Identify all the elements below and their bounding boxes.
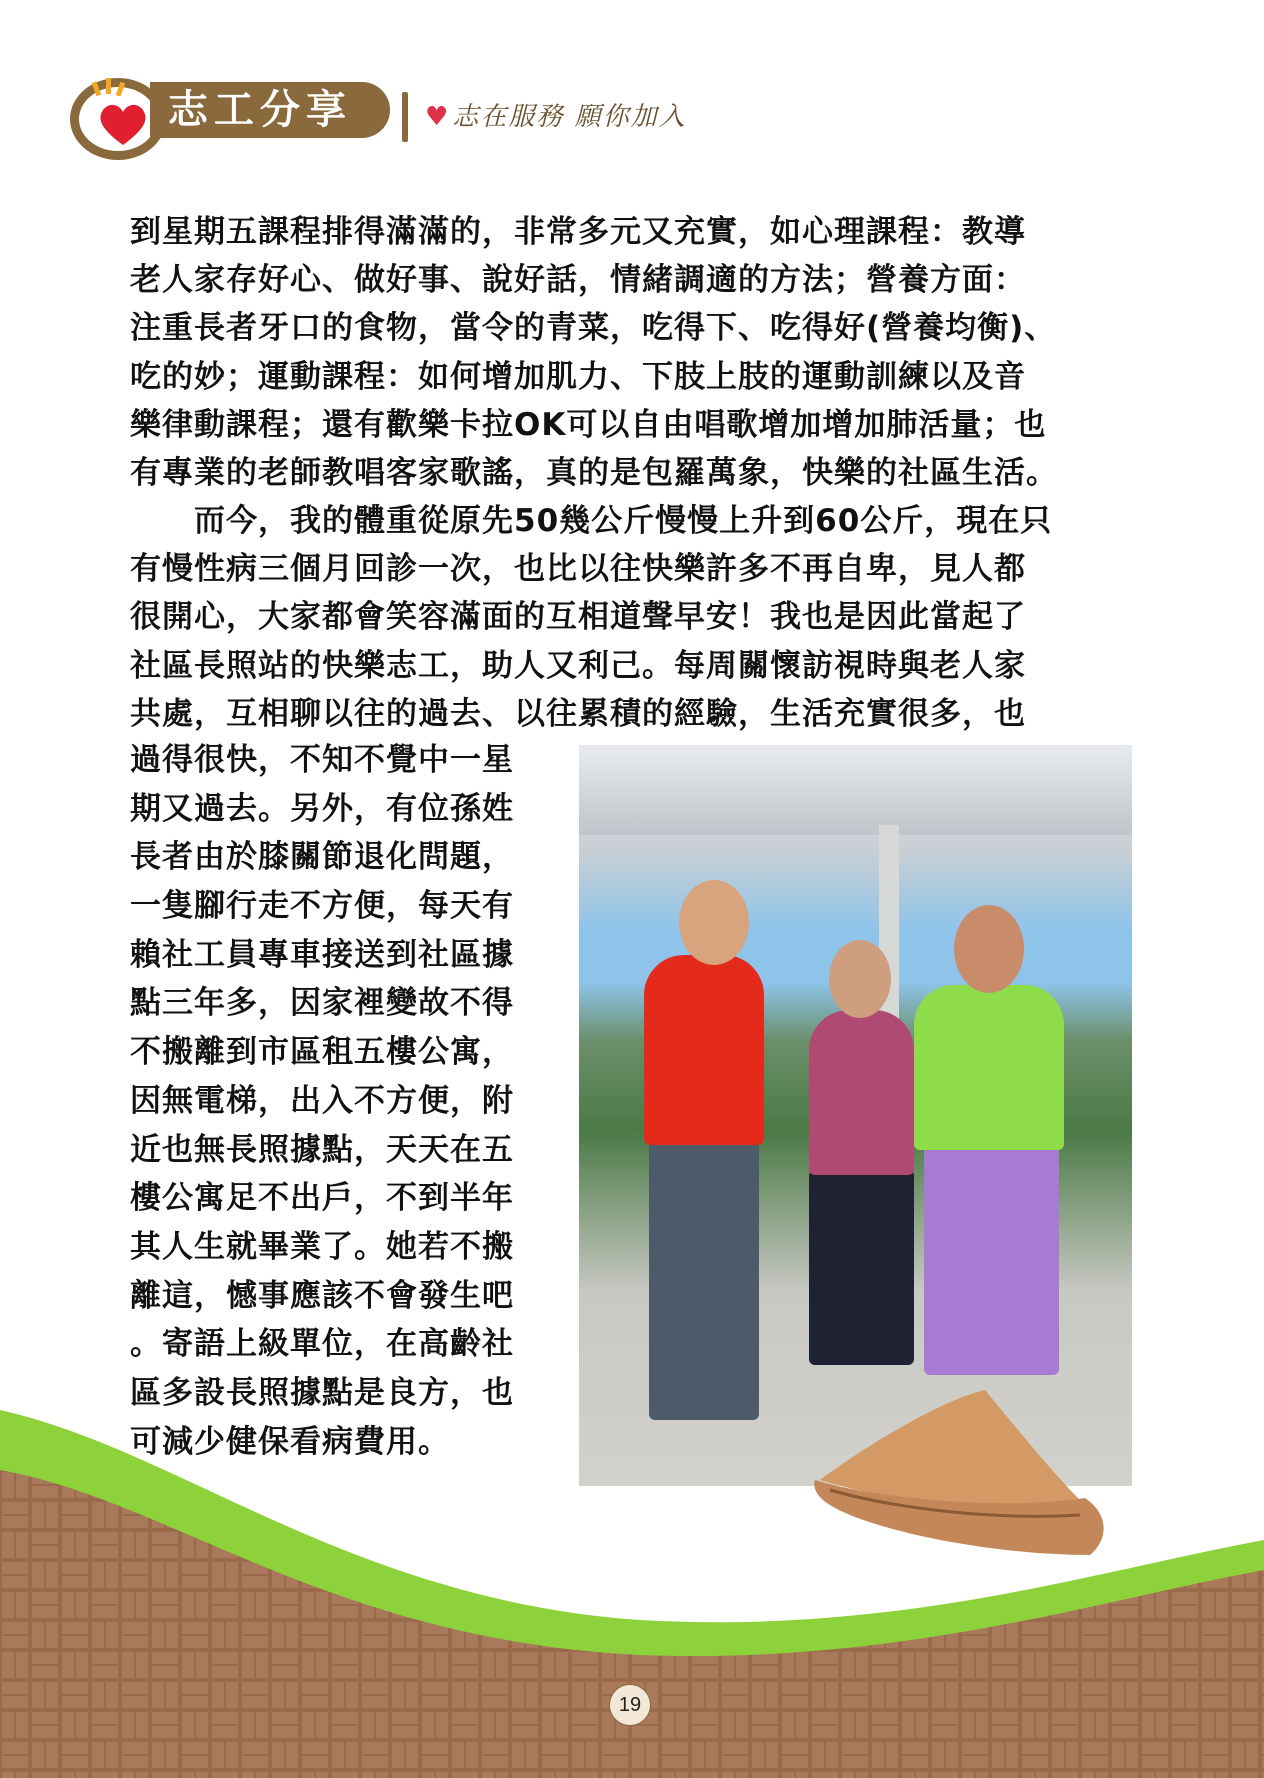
text-line: 有慢性病三個月回診一次，也比以往快樂許多不再自卑，見人都 [130,551,1026,588]
text-line: 期又過去。另外，有位孫姓 [130,790,514,827]
woman1-pants [809,1170,914,1365]
woman1-head [829,940,891,1018]
woman1-shirt [809,1010,914,1175]
text-line: 點三年多，因家裡變故不得 [130,985,514,1022]
text-line: 吃的妙；運動課程：如何增加肌力、下肢上肢的運動訓練以及音 [130,358,1026,395]
paragraph-2-column [130,736,570,1466]
slogan-heart-icon: ♥ [425,102,451,132]
text-line: 區多設長照據點是良方，也 [130,1374,514,1411]
text-line: 社區長照站的快樂志工，助人又利己。每周關懷訪視時與老人家 [130,647,1026,684]
page-header [0,0,1264,160]
straw-hat-icon [814,1390,1103,1555]
woman2-shirt [914,985,1064,1150]
text-line: 長者由於膝關節退化問題， [130,839,514,876]
text-line: 近也無長照據點，天天在五 [130,1131,514,1168]
text-line: 到星期五課程排得滿滿的，非常多元又充實，如心理課程：教導 [130,214,1026,250]
heart-icon [97,101,149,147]
text-line: 注重長者牙口的食物，當令的青菜，吃得下、吃得好(營養均衡)、 [130,310,1057,347]
text-line: 樓公寓足不出戶，不到半年 [130,1180,514,1217]
text-line: 一隻腳行走不方便，每天有 [130,888,514,925]
page-number: 19 [609,1684,651,1726]
text-line: 賴社工員專車接送到社區據 [130,936,514,973]
text-line: 樂律動課程；還有歡樂卡拉OK可以自由唱歌增加增加肺活量；也 [130,406,1047,443]
text-line: 有專業的老師教唱客家歌謠，真的是包羅萬象，快樂的社區生活。 [130,454,1058,491]
photo-roof [579,745,1132,835]
man-pants [649,1140,759,1420]
man-head [679,880,749,965]
text-line: 。寄語上級單位，在高齡社 [130,1326,514,1363]
woman2-head [954,905,1024,993]
section-title: 志工分享 [150,82,390,138]
text-line: 其人生就畢業了。她若不搬 [130,1228,514,1265]
woman2-pants [924,1145,1059,1375]
text-line: 過得很快，不知不覺中一星 [130,742,514,778]
text-line: 不搬離到市區租五樓公寓， [130,1034,514,1071]
paragraph-1 [130,208,1140,497]
volunteer-photo [579,745,1132,1486]
text-line: 很開心，大家都會笑容滿面的互相道聲早安！我也是因此當起了 [130,599,1026,636]
paragraph-2 [130,497,1140,738]
text-line: 離這，憾事應該不會發生吧 [130,1277,514,1314]
text-line: 老人家存好心、做好事、說好話，情緒調適的方法；營養方面： [130,262,1026,299]
text-line: 而今，我的體重從原先50幾公斤慢慢上升到60公斤，現在只 [130,503,1053,539]
text-line: 共處，互相聊以往的過去、以往累積的經驗，生活充實很多，也 [130,695,1026,732]
slogan [425,96,687,133]
man-red-vest [644,955,764,1145]
text-line: 因無電梯，出入不方便，附 [130,1082,514,1119]
text-line: 可減少健保看病費用。 [130,1423,450,1460]
slogan-text: 志在服務 願你加入 [452,102,687,132]
title-divider [402,92,408,142]
rays-icon [84,78,134,102]
